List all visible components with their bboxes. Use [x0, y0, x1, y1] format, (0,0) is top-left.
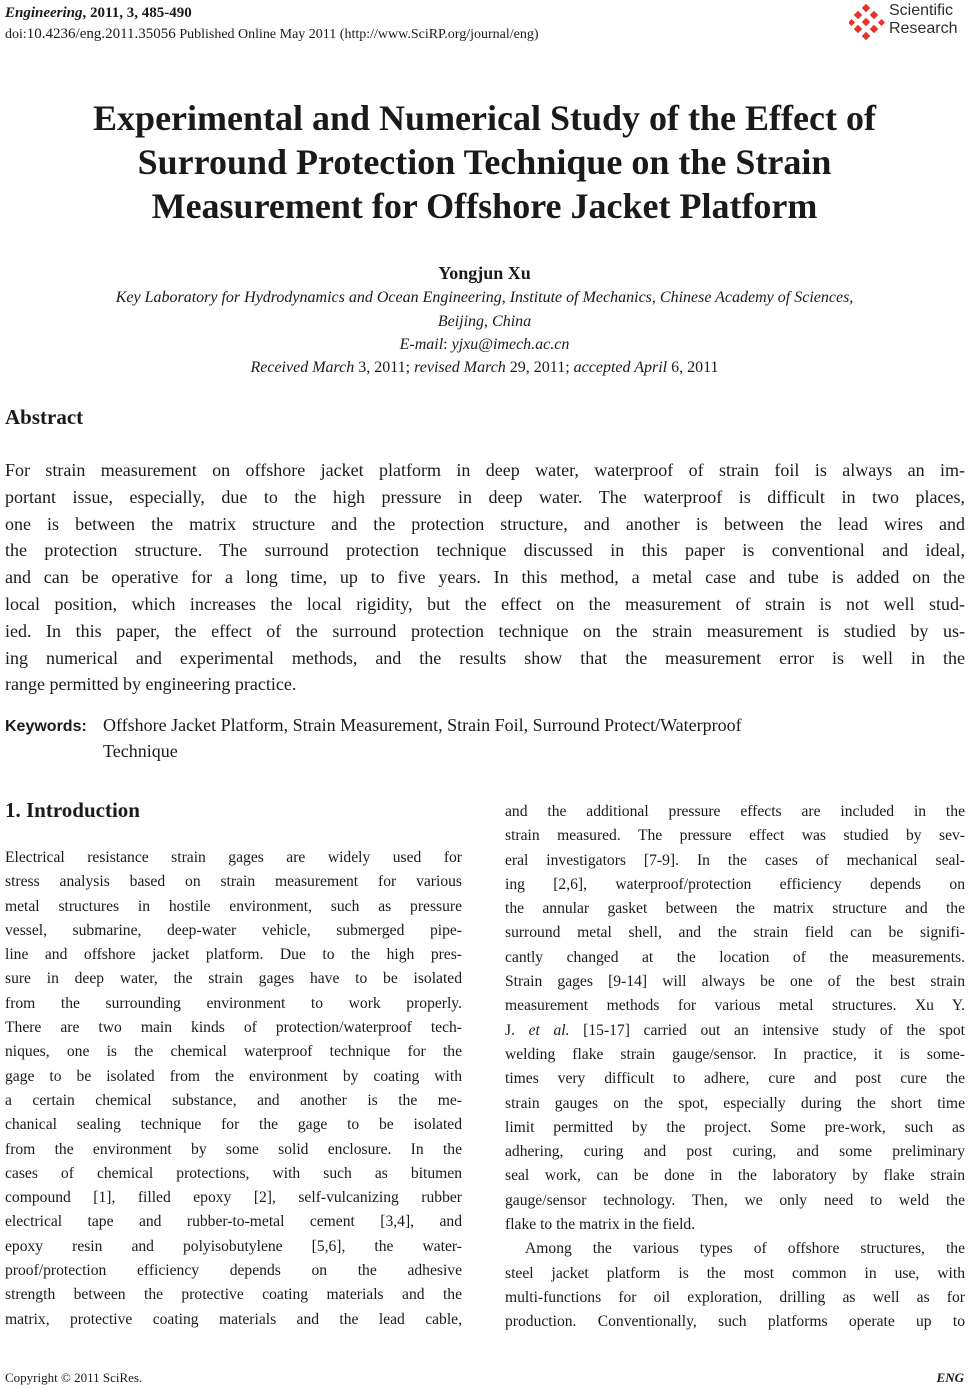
abstract-body	[5, 457, 965, 698]
copyright-notice: Copyright © 2011 SciRes.	[5, 1370, 143, 1385]
text-line: strain measured. The pressure effect was studied by sev-	[505, 827, 965, 845]
text-line: strain gauges on the spot, especially during the short time	[505, 1094, 965, 1112]
text-line: sure in deep water, the strain gages have to be isolated	[5, 970, 462, 988]
text-line: adhering, curing and post curing, and some preliminary	[505, 1143, 965, 1161]
journal-citation	[5, 3, 192, 23]
text-line: niques, one is the chemical waterproof technique for the	[5, 1043, 462, 1061]
text-line: metal structures in hostile environment, such as pressure	[5, 897, 462, 915]
text-line: stress analysis based on strain measurement for various	[5, 873, 462, 891]
text-line: chanical sealing technique for the gage to be isolated	[5, 1116, 462, 1134]
doi-prefix: doi:	[5, 27, 27, 42]
abstract-line: range permitted by engineering practice.	[5, 674, 297, 695]
doi-link[interactable]: 10.4236/eng.2011.35056	[26, 26, 176, 42]
text-line: electrical tape and rubber-to-metal cement [3,4], and	[5, 1213, 462, 1231]
paper-title	[20, 96, 949, 228]
text-line: from the environment by some solid enclosure. In the	[5, 1140, 462, 1158]
text-line: welding flake strain gauge/sensor. In practice, it is some-	[505, 1045, 965, 1063]
abstract-heading: Abstract	[5, 405, 84, 429]
text-line: and the additional pressure effects are included in the	[505, 803, 965, 820]
affiliation-line-1	[0, 288, 969, 308]
text-line: multi-functions for oil exploration, drilling as well as for	[505, 1288, 965, 1306]
publisher-logo	[849, 2, 967, 44]
volume-info: , 2011, 3, 485-490	[82, 5, 192, 21]
keywords-label: Keywords:	[5, 718, 87, 735]
text-line: cantly changed at the location of the measurements.	[505, 948, 965, 966]
affiliation-lab: Key Laboratory for Hydrodynamics and Ocean Engineering	[115, 289, 502, 306]
accepted-label: accepted April	[573, 359, 668, 376]
email-label: E-mail	[399, 336, 444, 353]
title-line: Measurement for Offshore Jacket Platform	[151, 186, 818, 226]
et-al: et al.	[528, 1021, 570, 1039]
abstract-line: ied. In this paper, the effect of the surround protection technique on the strain measurement is studied by us-	[5, 620, 965, 641]
revised-date: 29, 2011;	[505, 359, 574, 376]
affiliation-institute: Institute of Mechanics	[509, 289, 652, 306]
affiliation-country: China	[492, 313, 532, 330]
text-line: measurement methods for various metal structures. Xu Y.	[505, 997, 965, 1015]
text-line: Strain gages [9-14] will always be one of the best strain	[505, 973, 965, 991]
intro-left-column	[5, 846, 462, 1332]
keywords-line-2: Technique	[103, 741, 178, 761]
accepted-date: 6, 2011	[667, 359, 719, 376]
text-line: eral investigators [7-9]. In the cases of mechanical seal-	[505, 851, 965, 869]
abstract-line: ing numerical and experimental methods, and the results show that the measurement error is well in the	[5, 647, 965, 668]
intro-right-column	[505, 800, 965, 1335]
text-line: gauge/sensor technology. Then, we only need to weld the	[505, 1191, 965, 1209]
received-date: 3, 2011;	[354, 359, 415, 376]
affiliation-line-2	[0, 312, 969, 332]
text-line: gage to be isolated from the environment by coating with	[5, 1067, 462, 1085]
text-line: seal work, can be done in the laboratory by flake strain	[505, 1167, 965, 1185]
text-line: the annular gasket between the matrix structure and the	[505, 900, 965, 918]
abstract-line: and can be operative for a long time, up to five years. In this method, a metal case and tube is added on the	[5, 567, 965, 588]
text-line: There are two main kinds of protection/waterproof tech-	[5, 1019, 462, 1037]
published-info: Published Online May 2011 (http://www.SciRP.org/journal/eng)	[175, 27, 539, 42]
separator: ,	[501, 289, 510, 306]
affiliation-academy: Chinese Academy of Sciences,	[659, 289, 854, 306]
abstract-line: portant issue, especially, due to the high pressure in deep water. The waterproof is difficult in two places,	[5, 486, 965, 507]
text-line: surround metal shell, and the strain field can be signifi-	[505, 924, 965, 942]
text-line: compound [1], filled epoxy [2], self-vulcanizing rubber	[5, 1189, 462, 1207]
text-line: steel jacket platform is the most common in use, with	[505, 1264, 965, 1282]
text-line: limit permitted by the project. Some pre-work, such as	[505, 1118, 965, 1136]
separator: ,	[484, 313, 493, 330]
text-line: strength between the protective coating materials and the	[5, 1286, 462, 1304]
dates-line	[0, 358, 969, 378]
text-line: matrix, protective coating materials and the lead cable,	[5, 1310, 462, 1328]
text-fragment: [15-17] carried out an intensive study of the spot	[569, 1021, 966, 1039]
title-line: Surround Protection Technique on the Strain	[137, 142, 832, 182]
revised-label: revised March	[414, 359, 506, 376]
logo-icon	[849, 4, 885, 40]
abstract-line: one is between the matrix structure and the protection structure, and another is between the lead wires and	[5, 513, 965, 534]
text-line: cases of chemical protections, with such as bitumen	[5, 1164, 462, 1182]
abstract-line: the protection structure. The surround protection technique discussed in this paper is conventional and ideal,	[5, 540, 965, 561]
logo-wordmark	[889, 2, 957, 38]
keywords-block	[5, 712, 965, 764]
logo-line-1: Scientific	[889, 2, 954, 19]
text-fragment: J.	[505, 1021, 529, 1039]
separator: ,	[651, 289, 660, 306]
affiliation-city: Beijing	[437, 313, 485, 330]
text-line: vessel, submarine, deep-water vehicle, submerged pipe-	[5, 921, 462, 939]
abstract-line: For strain measurement on offshore jacket platform in deep water, waterproof of strain foil is always an im-	[5, 460, 965, 480]
keywords-line-1: Offshore Jacket Platform, Strain Measurement, Strain Foil, Surround Protect/Waterproof	[103, 715, 742, 735]
text-line: from the surrounding environment to work properly.	[5, 994, 462, 1012]
text-line: proof/protection efficiency depends on the adhesive	[5, 1262, 462, 1280]
doi-line	[5, 24, 539, 45]
title-line: Experimental and Numerical Study of the Effect of	[93, 98, 876, 138]
text-line	[505, 1019, 965, 1043]
text-line: production. Conventionally, such platforms operate up to	[505, 1313, 965, 1331]
abstract-line: local position, which increases the local rigidity, but the effect on the measurement of strain is not well stud-	[5, 593, 965, 614]
introduction-heading: 1. Introduction	[5, 798, 140, 822]
text-line: Among the various types of offshore structures, the	[525, 1240, 965, 1258]
text-line: a certain chemical substance, and another is the me-	[5, 1091, 462, 1109]
text-line: ing [2,6], waterproof/protection efficiency depends on	[505, 875, 965, 893]
received-label: Received March	[250, 359, 355, 376]
email-line	[0, 335, 969, 355]
text-line: Electrical resistance strain gages are widely used for	[5, 849, 462, 866]
text-line: line and offshore jacket platform. Due to the high pres-	[5, 946, 462, 964]
separator: :	[443, 336, 452, 353]
text-line: times very difficult to adhere, cure and post cure the	[505, 1070, 965, 1088]
journal-name: Engineering	[5, 5, 83, 21]
author-name: Yongjun Xu	[438, 263, 531, 283]
logo-line-2: Research	[889, 20, 958, 37]
text-line: epoxy resin and polyisobutylene [5,6], the water-	[5, 1237, 462, 1255]
email-address[interactable]: yjxu@imech.ac.cn	[451, 336, 570, 353]
journal-abbreviation: ENG	[936, 1370, 964, 1385]
text-line: flake to the matrix in the field.	[505, 1216, 696, 1234]
